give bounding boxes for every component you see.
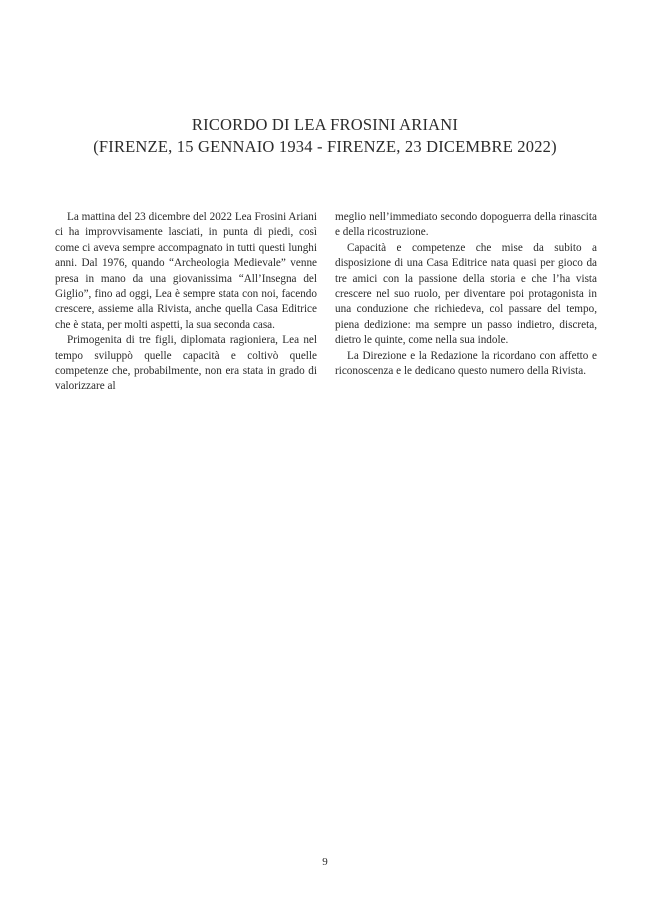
article-title <box>0 114 650 158</box>
paragraph: Primogenita di tre figli, diplomata ragioniera, Lea nel tempo sviluppò quelle capacità e coltivò quelle competenze che, probabilmente, non era stata in grado di valorizzare al <box>55 334 317 393</box>
paragraph: La Direzione e la Redazione la ricordano con affetto e riconoscenza e le dedicano questo numero della Rivista. <box>335 349 597 378</box>
title-line-1: RICORDO DI LEA FROSINI ARIANI <box>191 115 459 134</box>
paragraph: Capacità e competenze che mise da subito a disposizione di una Casa Editrice nata quasi per gioco da tre amici con la passione della storia e che l’ha vista crescere nel suo ruolo, per diventare poi protagonista in una conduzione che richiedeva, col passare del tempo, piena dedizione: ma sempre un passo indietro, discreta, dietro le quinte, come nella sua indole. <box>335 241 597 347</box>
text-column-left <box>55 210 317 395</box>
page-number: 9 <box>322 856 328 868</box>
text-column-right <box>335 210 597 379</box>
paragraph: La mattina del 23 dicembre del 2022 Lea Frosini Ariani ci ha improvvisamente lasciati, in punta di piedi, così come ci aveva sempre accompagnato in tutti questi lunghi anni. Dal 1976, quando “Archeologia Medievale” venne presa in mano da una giovanissima “All’Insegna del Giglio”, fino ad oggi, Lea è sempre stata con noi, facendo crescere, assieme alla Rivista, anche quella Casa Editrice che è stata, per molti aspetti, la sua seconda casa. <box>55 211 317 331</box>
title-line-2: (FIRENZE, 15 GENNAIO 1934 - FIRENZE, 23 DICEMBRE 2022) <box>93 137 557 156</box>
paragraph-continuation: meglio nell’immediato secondo dopoguerra della rinascita e della ricostruzione. <box>335 211 597 239</box>
